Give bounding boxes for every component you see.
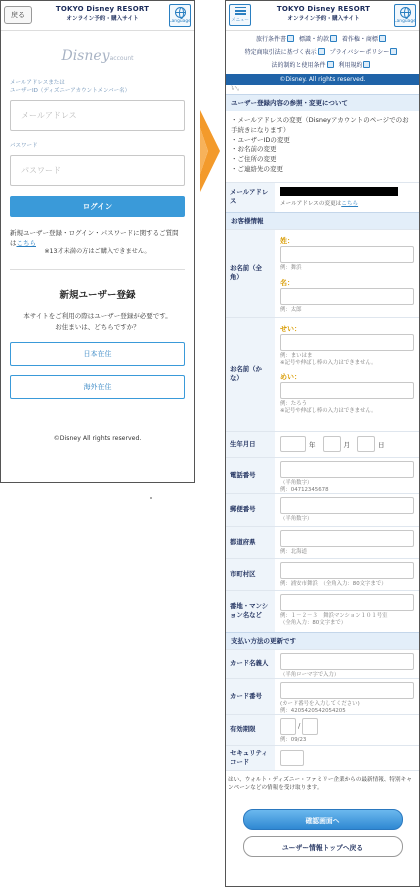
prefecture-input[interactable] [280,530,414,547]
birth-month-input[interactable] [323,436,341,452]
phone-label: 電話番号 [226,458,275,493]
prefecture-row: 都道府県 例：北海道 [226,526,419,558]
password-label: パスワード [10,142,38,149]
truncated-text: い。 [231,85,244,92]
copyright-bar: ©Disney. All rights reserved. [226,74,419,85]
dob-label: 生年月日 [226,432,275,457]
disney-logo: Disney [61,48,110,64]
redacted-email [280,187,398,196]
header [226,1,419,31]
transition-arrow-icon [200,110,220,192]
globe-icon [175,7,186,18]
city-row: 市町村区 例：浦安市舞浜 （全角入力：80文字まで） [226,558,419,590]
dob-row: 生年月日 年 月 日 [226,431,419,457]
confirm-button[interactable]: 確認画面へ [243,809,403,830]
language-button[interactable] [394,4,416,27]
email-change-link[interactable]: こちら [341,200,359,207]
disney-account-logo [1,45,194,64]
card-holder-label: カード名義人 [226,650,275,678]
user-info-edit-screen [225,0,420,887]
postal-label: 郵便番号 [226,494,275,526]
card-number-label: カード番号 [226,679,275,714]
copyright: ©Disney All rights reserved. [53,434,142,442]
email-label: メールアドレス [226,183,275,212]
expiry-year-input[interactable] [302,718,318,735]
register-description: 本サイトをご利用の際はユーザー登録が必要です。 お住まいは、どちらですか？ [23,312,172,331]
site-brand[interactable] [258,5,389,22]
hamburger-icon [235,7,246,9]
document-icon [327,61,334,68]
card-holder-input[interactable] [280,653,414,670]
footer-links [226,31,419,72]
document-icon [287,35,294,42]
brand-subtitle: オンライン予約・購入サイト [66,16,139,22]
site-brand[interactable] [41,5,164,22]
document-icon [390,48,397,55]
header [1,1,194,31]
document-icon [318,48,325,55]
email-input[interactable]: メールアドレス [10,100,185,131]
card-number-input[interactable] [280,682,414,699]
city-input[interactable] [280,562,414,579]
document-icon [379,35,386,42]
divider [10,269,185,270]
prefecture-label: 都道府県 [226,527,275,558]
postal-input[interactable] [280,497,414,514]
name-kanji-label: お名前（全角） [226,230,275,317]
email-row: メールアドレス メールアドレスの変更はこちら [226,182,419,212]
menu-button[interactable] [229,4,251,26]
link-legal[interactable]: 法的制約と使用条件 [272,62,337,69]
postal-row: 郵便番号 （半角数字） [226,493,419,526]
register-title: 新規ユーザー登録 [59,290,136,302]
link-copyright[interactable]: 着作権・商標 [342,36,389,43]
birth-day-input[interactable] [357,436,375,452]
name-kana-label: お名前（かな） [226,318,275,431]
address-label: 番地・マンション名など [226,591,275,632]
back-button[interactable]: 戻る [4,6,32,24]
card-holder-row: カード名義人 （半角ローマ字で入力） [226,649,419,678]
first-name-input[interactable] [280,288,414,305]
language-label: Language [169,19,191,24]
expiry-row: 有効期限 / 例：09/23 [226,714,419,745]
login-screen [0,0,195,483]
last-name-kana-input[interactable] [280,334,414,351]
security-code-label: セキュリティコード [226,746,275,770]
link-commercial-law[interactable]: 特定商取引法に基づく表示 [245,49,328,56]
link-travel-terms[interactable]: 旅行条件書 [256,36,297,43]
link-privacy[interactable]: プライバシーポリシー [330,49,401,56]
expiry-month-input[interactable] [280,718,296,735]
help-text: 新規ユーザー登録・ログイン・パスワードに関するご質問はこちら [10,228,179,247]
login-button[interactable]: ログイン [10,196,185,217]
menu-label: メニュー [231,18,249,24]
link-terms[interactable]: 標識・約款 [299,36,340,43]
payment-section-header: 支払い方法の更新です [226,632,419,649]
stray-dot [150,497,152,499]
password-input[interactable]: パスワード [10,155,185,186]
globe-icon [400,7,411,18]
security-code-row [226,745,419,770]
first-name-kana-input[interactable] [280,382,414,399]
last-name-input[interactable] [280,246,414,263]
overseas-resident-button[interactable]: 海外在住 [10,375,185,399]
city-label: 市町村区 [226,559,275,590]
back-to-top-button[interactable]: ユーザー情報トップへ戻る [243,836,403,857]
card-number-row: カード番号 (カード番号を入力してください) 例：4205420542054205 [226,678,419,714]
customer-section-header: お客様情報 [226,212,419,229]
brand-subtitle: オンライン予約・購入サイト [287,16,360,22]
document-icon [363,61,370,68]
document-icon [330,35,337,42]
newsletter-optin[interactable]: はい、ウォルト・ディズニー・ファミリー企業からの最新情報、特別キャンペーンなどの情報を受け取ります。 [226,770,419,798]
brand-title: TOKYO Disney RESORT [276,5,371,13]
language-button[interactable] [169,4,191,27]
brand-title: TOKYO Disney RESORT [55,5,150,13]
address-row: 番地・マンション名など 例：１－２－３ 舞浜マンション１０１号室 （全角入力：80文字まで） [226,590,419,632]
birth-year-input[interactable] [280,436,306,452]
change-section-header: ユーザー登録内容の参照・変更について [226,94,419,111]
email-label: メールアドレスまたは ユーザーID（ディズニーアカウントメンバー名） [10,80,131,94]
japan-resident-button[interactable]: 日本在住 [10,342,185,366]
help-link[interactable]: こちら [16,238,36,247]
name-kana-row: お名前（かな） せい： 例：まいはま ※記号や伸ばし棒の入力はできません。 めい： 例：たろう ※記号や伸ばし棒の入力はできません。 [226,317,419,431]
change-notes: ・メールアドレスの変更（Disneyアカウントのページでのお手続きになります） ・ユーザーIDの変更 ・お名前の変更 ・ご住所の変更 ・ご連絡先の変更 [231,116,409,173]
account-label: account [109,55,134,62]
phone-row: 電話番号 （半角数字） 例：04712345678 [226,457,419,493]
security-code-input[interactable] [280,750,304,766]
language-label: Language [394,19,416,24]
name-kanji-row: お名前（全角） 姓： 例：舞浜 名： 例：太郎 [226,229,419,317]
address-input[interactable] [280,594,414,611]
phone-input[interactable] [280,461,414,478]
age-note: ※13才未満の方はご購入できません。 [44,248,151,256]
expiry-label: 有効期限 [226,715,275,745]
link-usage-terms[interactable]: 利用規約 [338,62,373,69]
